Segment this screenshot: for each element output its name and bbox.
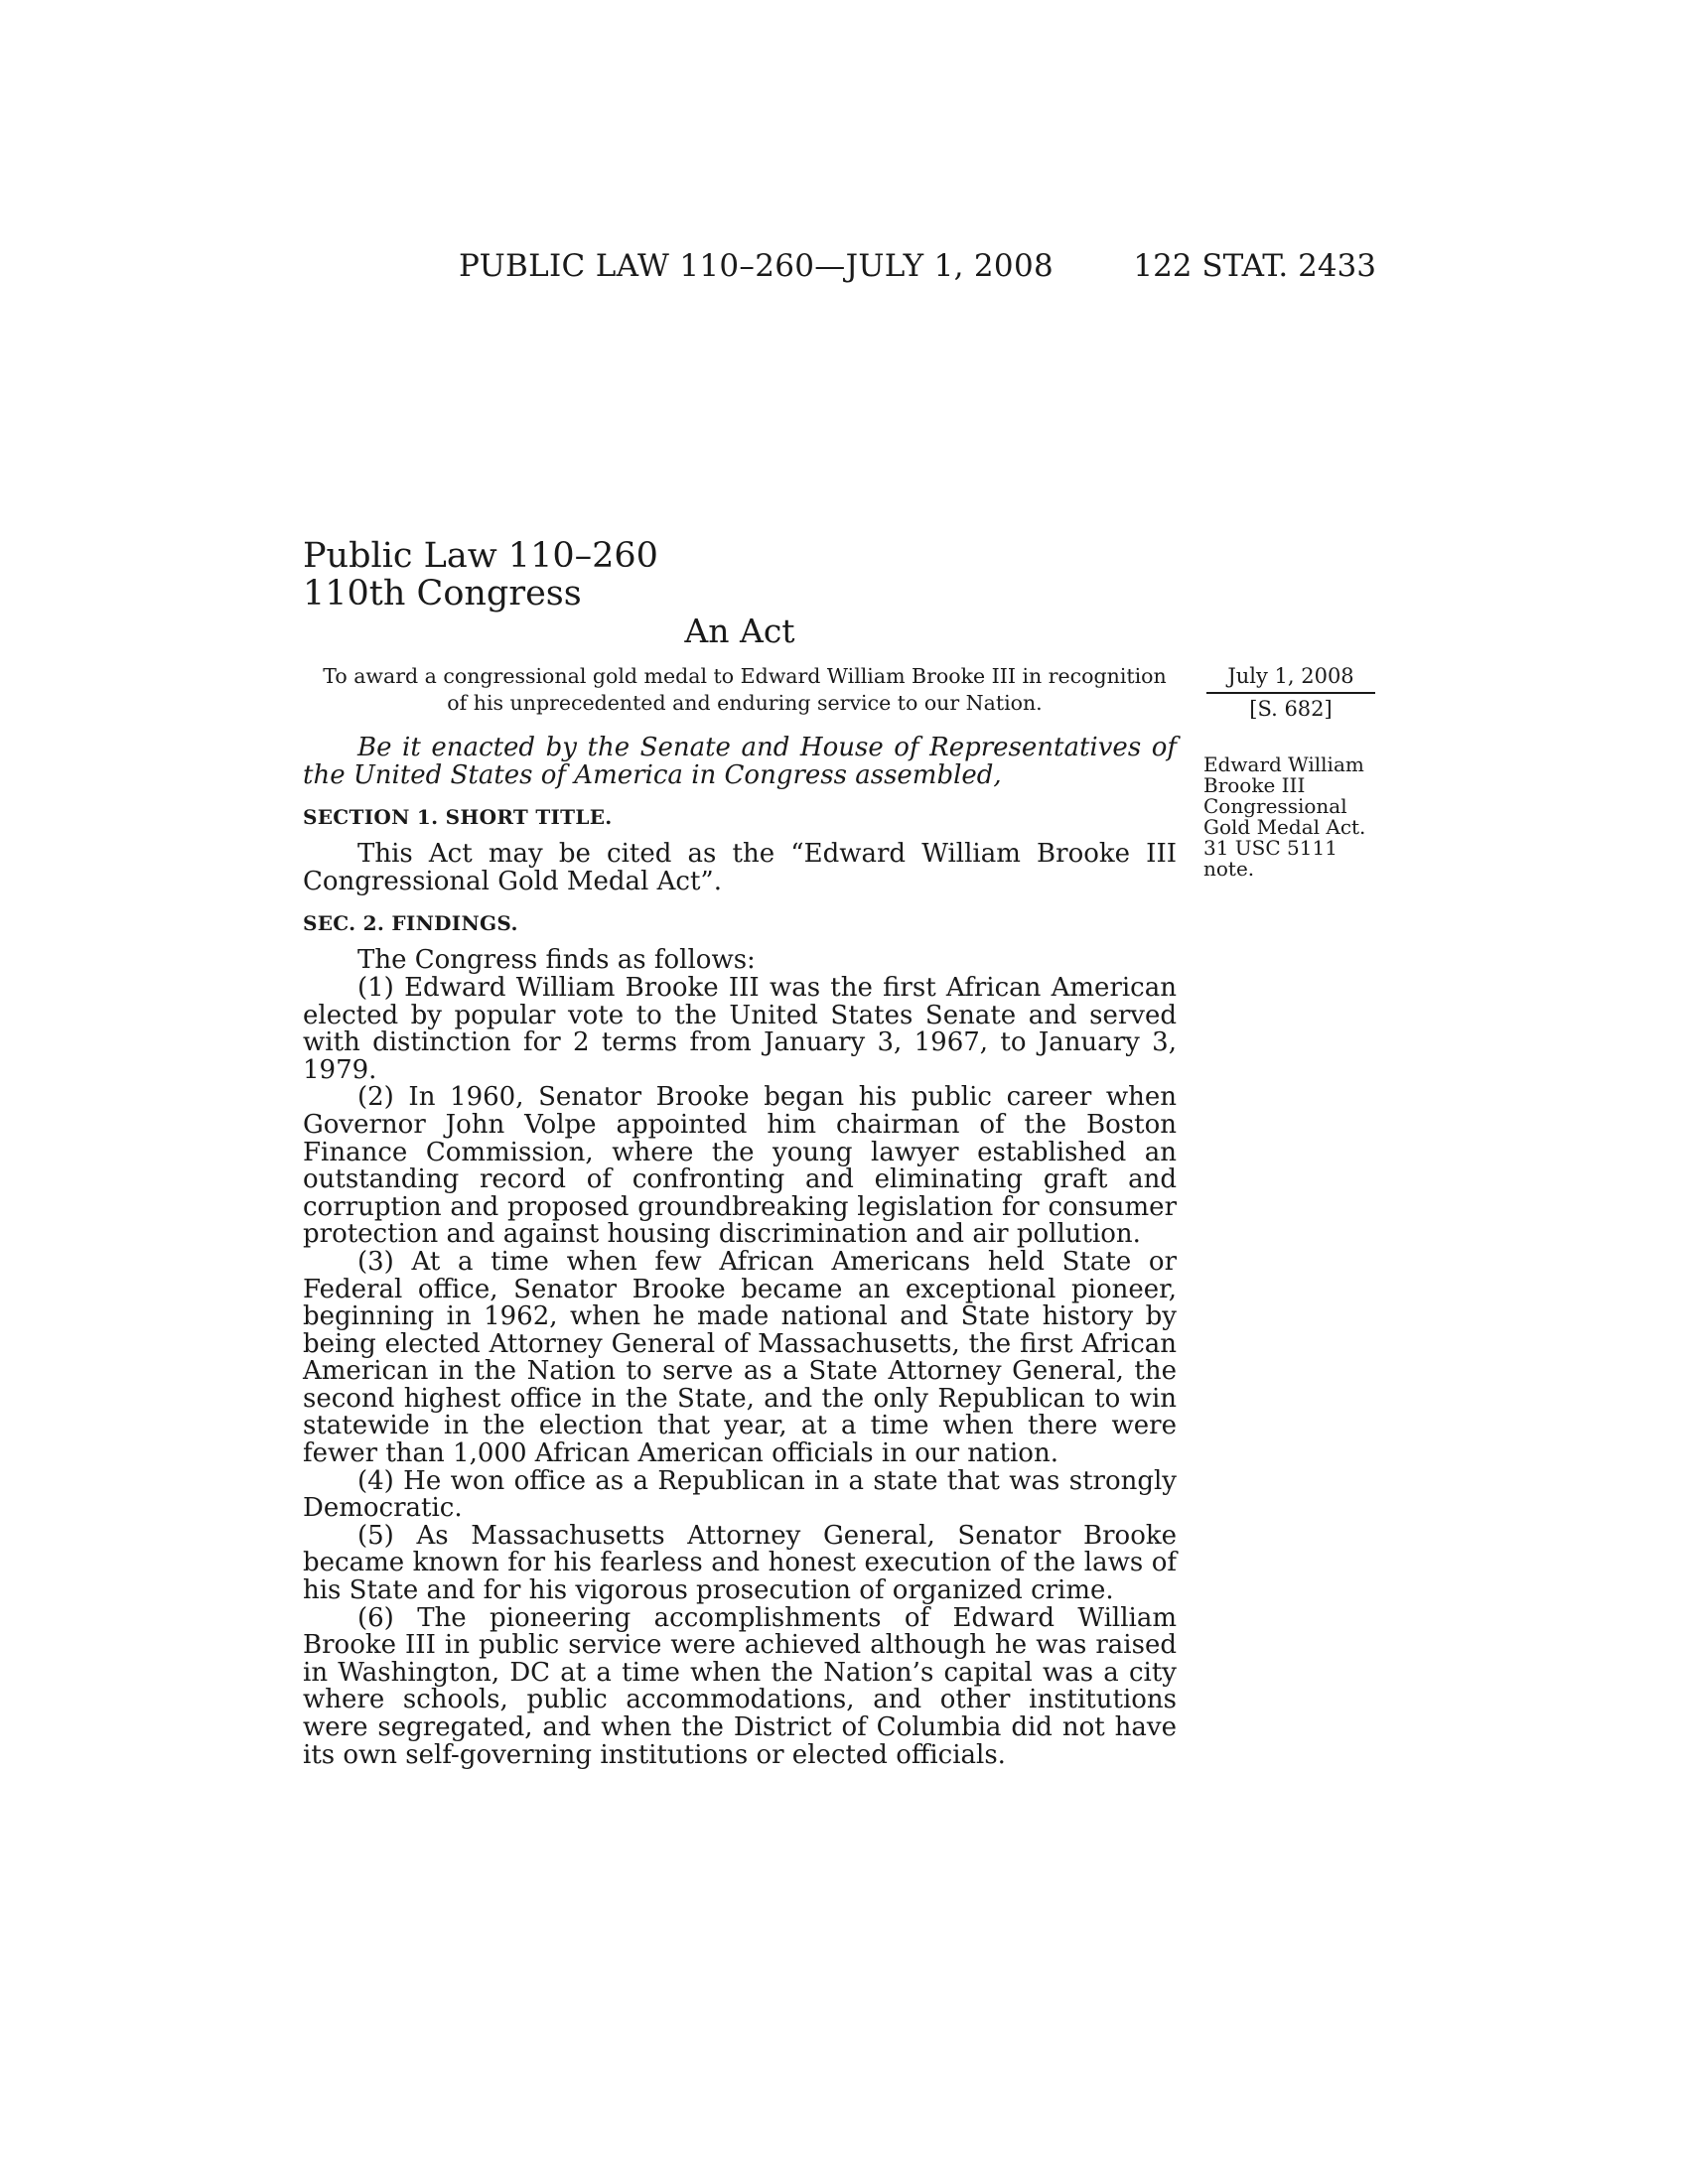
margin-note-line: Gold Medal Act. — [1203, 815, 1366, 839]
finding-item: (2) In 1960, Senator Brooke began his public career when Governor John Volpe appointed him chairman of the Boston Finance Commission, where the young lawyer established an outstanding record of confronting and eliminating graft and corruption and proposed groundbreaking legislation for consumer protection and against housing discrimination and air pollution. — [303, 1082, 1177, 1250]
law-number: Public Law 110–260 — [303, 536, 658, 576]
margin-bill-number: [S. 682] — [1249, 697, 1333, 721]
finding-item: (6) The pioneering accomplishments of Edward William Brooke III in public service were achieved although he was raised in Washington, DC at a time when the Nation’s capital was a city where schools, public accommodations, and other institutions were segregated, and when the District of Columbia did not have its own self-governing institutions or elected officials. — [303, 1602, 1177, 1770]
finding-item: (4) He won office as a Republican in a state that was strongly Democratic. — [303, 1465, 1177, 1524]
act-heading: An Act — [684, 612, 795, 650]
congress-number: 110th Congress — [303, 574, 582, 614]
running-head: PUBLIC LAW 110–260—JULY 1, 2008 — [459, 248, 1054, 284]
main-text — [303, 735, 1177, 1769]
long-title: To award a congressional gold medal to Edward William Brooke III in recognition of his unprecedented and enduring service to our Nation. — [323, 664, 1167, 715]
margin-note-line: Edward William — [1203, 752, 1364, 776]
section-1-heading: SECTION 1. SHORT TITLE. — [303, 805, 613, 830]
findings-intro: The Congress finds as follows: — [357, 945, 756, 976]
margin-note-line: Congressional — [1203, 794, 1347, 818]
section-1-text: This Act may be cited as the “Edward William Brooke III Congressional Gold Medal Act”. — [303, 839, 1177, 896]
margin-note — [1203, 754, 1392, 880]
margin-note-line: 31 USC 5111 — [1203, 836, 1337, 860]
finding-item: (3) At a time when few African Americans held State or Federal office, Senator Brooke became an exceptional pioneer, beginning in 1962, when he made national and State history by being elected Attorney General of Massachusetts, the first African American in the Nation to serve as a State Attorney General, the second highest office in the State, and the only Republican to win statewide in the election that year, at a time when there were fewer than 1,000 African American officials in our nation. — [303, 1246, 1177, 1469]
finding-item: (5) As Massachusetts Attorney General, Senator Brooke became known for his fearless and honest execution of the laws of his State and for his vigorous prosecution of organized crime. — [303, 1520, 1177, 1606]
finding-item: (1) Edward William Brooke III was the first African American elected by popular vote to the United States Senate and served with distinction for 2 terms from January 3, 1967, to January 3, 1979. — [303, 972, 1177, 1085]
enacting-clause: Be it enacted by the Senate and House of Representatives of the United States of America in Congress assembled, — [303, 733, 1177, 790]
statute-page-reference: 122 STAT. 2433 — [1133, 248, 1376, 284]
margin-date: July 1, 2008 — [1206, 663, 1375, 694]
margin-note-line: note. — [1203, 857, 1255, 881]
margin-note-line: Brooke III — [1203, 773, 1306, 797]
section-2-heading: SEC. 2. FINDINGS. — [303, 911, 518, 936]
